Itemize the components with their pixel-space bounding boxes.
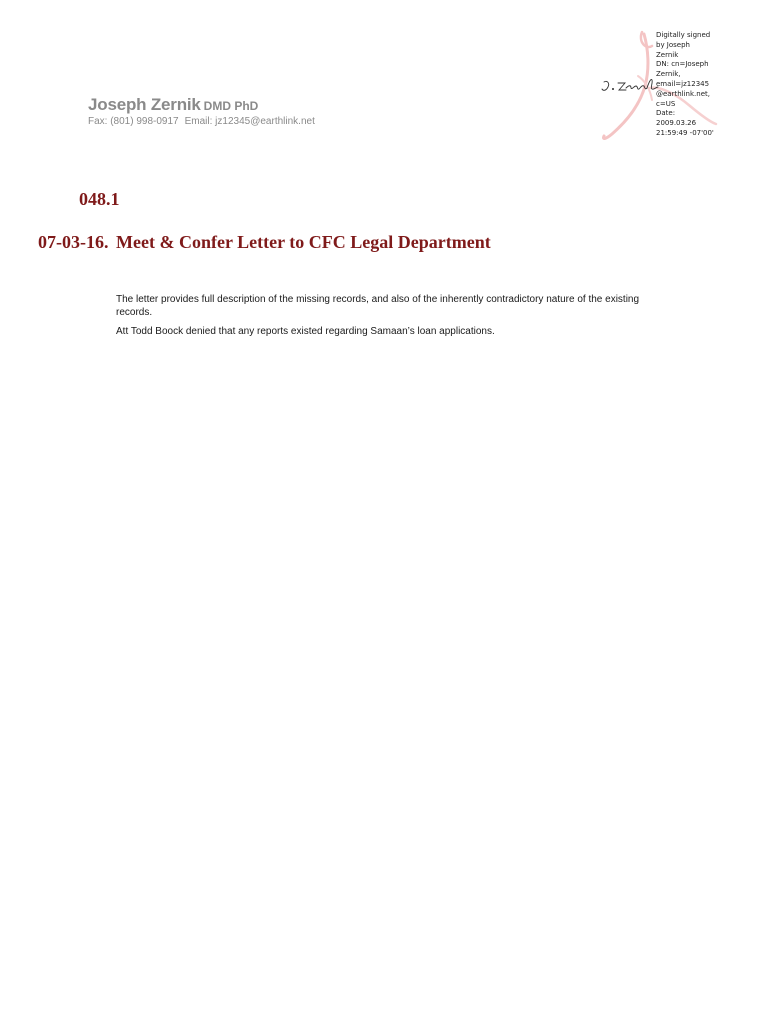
letterhead-name-line bbox=[88, 95, 448, 116]
digital-signature-block[interactable] bbox=[598, 28, 718, 144]
signature-line: 21:59:49 -07'00' bbox=[656, 128, 714, 137]
signature-line: DN: cn=Joseph bbox=[656, 60, 709, 69]
author-name: Joseph Zernik bbox=[88, 95, 201, 114]
fax-number: Fax: (801) 998-0917 bbox=[88, 116, 179, 127]
signature-line: c=US bbox=[656, 99, 676, 108]
signature-line: @earthlink.net, bbox=[656, 89, 710, 98]
signature-line: Zernik, bbox=[656, 70, 681, 79]
document-number: 048.1 bbox=[79, 189, 120, 209]
signature-line: Zernik bbox=[656, 50, 679, 59]
signature-line: Digitally signed bbox=[656, 31, 711, 39]
letterhead bbox=[88, 95, 448, 128]
email-address: Email: jz12345@earthlink.net bbox=[184, 116, 315, 127]
document-title-date: 07-03-16. bbox=[38, 232, 109, 252]
author-credentials: DMD PhD bbox=[203, 99, 259, 113]
document-title-text: Meet & Confer Letter to CFC Legal Department bbox=[116, 232, 491, 252]
signature-line: email=jz12345 bbox=[656, 79, 710, 88]
signature-line: 2009.03.26 bbox=[656, 119, 697, 128]
signature-line: Date: bbox=[656, 109, 676, 118]
contact-line bbox=[88, 116, 448, 128]
document-body bbox=[116, 293, 666, 344]
signature-line: by Joseph bbox=[656, 40, 690, 49]
document-title bbox=[38, 231, 491, 253]
body-paragraph: Att Todd Boock denied that any reports existed regarding Samaan’s loan applications. bbox=[116, 326, 495, 337]
signature-details bbox=[656, 31, 718, 139]
body-paragraph: The letter provides full description of the missing records, and also of the inherently contradictory nature of the existing records. bbox=[116, 294, 640, 318]
